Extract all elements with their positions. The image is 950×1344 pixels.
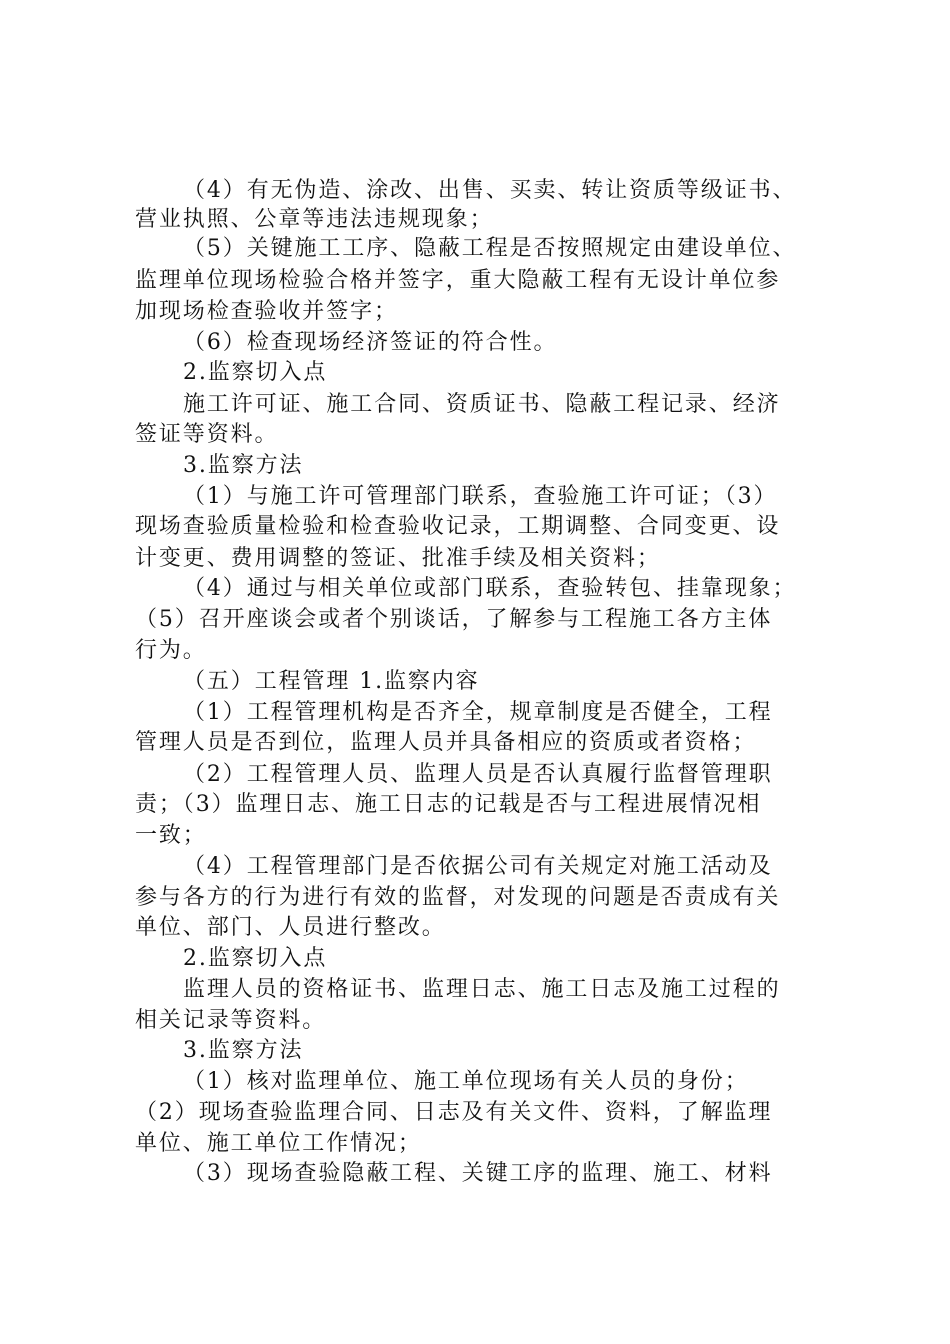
text-line-2: 营业执照、公章等违法违规现象； [135,207,494,232]
text-line-14: （4）通过与相关单位或部门联系，查验转包、挂靠现象； [183,576,797,601]
section-heading-2: 3.监察方法 [183,453,304,478]
text-line-1: （4）有无伪造、涂改、出售、买卖、转让资质等级证书、 [183,178,797,203]
section-heading-1: 2.监察切入点 [183,360,328,385]
text-line-6: （6）检查现场经济签证的符合性。 [183,330,558,355]
text-line-23: （4）工程管理部门是否依据公司有关规定对施工活动及 [183,854,773,879]
text-line-9: 签证等资料。 [135,422,279,447]
text-line-16: 行为。 [135,638,207,663]
text-line-32: 单位、施工单位工作情况； [135,1131,422,1156]
text-line-30: （1）核对监理单位、施工单位现场有关人员的身份； [183,1069,749,1094]
text-line-5: 加现场检查验收并签字； [135,299,398,324]
text-line-4: 监理单位现场检验合格并签字，重大隐蔽工程有无设计单位参 [135,268,781,293]
section-heading-3: （五）工程管理 1.监察内容 [183,669,480,694]
section-heading-5: 3.监察方法 [183,1038,304,1063]
text-line-22: 一致； [135,823,207,848]
text-line-19: 管理人员是否到位，监理人员并具备相应的资质或者资格； [135,730,757,755]
text-line-8: 施工许可证、施工合同、资质证书、隐蔽工程记录、经济 [183,392,781,417]
text-line-31: （2）现场查验监理合同、日志及有关文件、资料，了解监理 [135,1100,773,1125]
text-line-15: （5）召开座谈会或者个别谈话，了解参与工程施工各方主体 [135,607,773,632]
text-line-33: （3）现场查验隐蔽工程、关键工序的监理、施工、材料 [183,1161,773,1186]
text-line-24: 参与各方的行为进行有效的监督，对发现的问题是否责成有关 [135,885,781,910]
text-line-3: （5）关键施工工序、隐蔽工程是否按照规定由建设单位、 [183,236,797,261]
text-line-21: 责；（3）监理日志、施工日志的记载是否与工程进展情况相 [135,792,762,817]
section-heading-4: 2.监察切入点 [183,946,328,971]
text-line-25: 单位、部门、人员进行整改。 [135,915,446,940]
text-line-27: 监理人员的资格证书、监理日志、施工日志及施工过程的 [183,977,781,1002]
text-line-18: （1）工程管理机构是否齐全，规章制度是否健全，工程 [183,700,773,725]
text-line-11: （1）与施工许可管理部门联系，查验施工许可证；（3） [183,484,778,509]
text-line-28: 相关记录等资料。 [135,1008,327,1033]
text-line-12: 现场查验质量检验和检查验收记录，工期调整、合同变更、设 [135,514,781,539]
text-line-20: （2）工程管理人员、监理人员是否认真履行监督管理职 [183,762,773,787]
text-line-13: 计变更、费用调整的签证、批准手续及相关资料； [135,546,661,571]
